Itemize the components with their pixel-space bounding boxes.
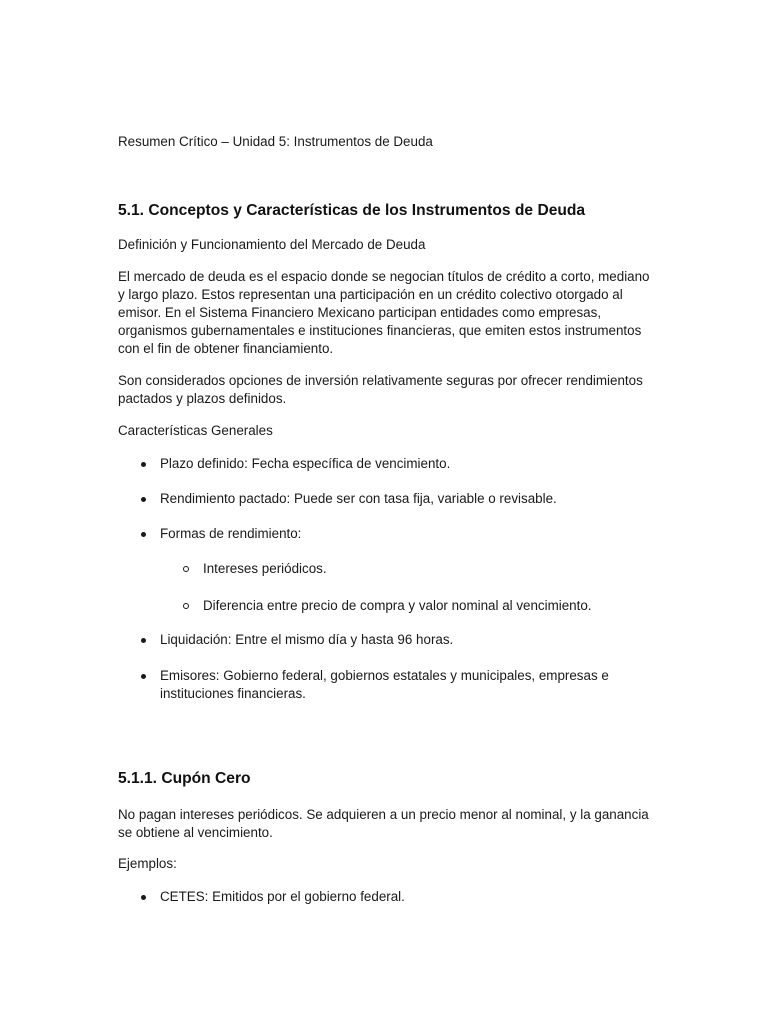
list-item: Emisores: Gobierno federal, gobiernos estatales y municipales, empresas e instituciones financieras.: [160, 667, 640, 703]
section-heading-5-1-1: 5.1.1. Cupón Cero: [118, 770, 251, 787]
list-item: CETES: Emitidos por el gobierno federal.: [160, 888, 640, 906]
list-item: Rendimiento pactado: Puede ser con tasa fija, variable o revisable.: [160, 490, 640, 508]
section-subheading: Definición y Funcionamiento del Mercado de Deuda: [118, 237, 426, 252]
sub-list-item: Intereses periódicos.: [203, 560, 643, 578]
examples-label: Ejemplos:: [118, 856, 177, 871]
list-item: Plazo definido: Fecha específica de vencimiento.: [160, 455, 640, 473]
sub-list-item: Diferencia entre precio de compra y valor nominal al vencimiento.: [203, 597, 643, 615]
document-title: Resumen Crítico – Unidad 5: Instrumentos de Deuda: [118, 134, 433, 149]
paragraph-mercado-deuda: El mercado de deuda es el espacio donde se negocian títulos de crédito a corto, mediano y largo plazo. Estos representan una participación en un crédito colectivo otorgado al emisor. En el Sistema Financiero Mexicano participan entidades como empresas, organismos gubernamentales e instituciones financieras, que emiten estos instrumentos con el fin de obtener financiamiento.: [118, 269, 650, 356]
section-heading-5-1: 5.1. Conceptos y Características de los Instrumentos de Deuda: [118, 202, 586, 219]
list-item: Liquidación: Entre el mismo día y hasta 96 horas.: [160, 631, 640, 649]
characteristics-label: Características Generales: [118, 423, 273, 438]
list-item: Formas de rendimiento:: [160, 525, 640, 543]
paragraph-cupon-cero: No pagan intereses periódicos. Se adquieren a un precio menor al nominal, y la ganancia se obtiene al vencimiento.: [118, 807, 649, 840]
paragraph-inversion-segura: Son considerados opciones de inversión relativamente seguras por ofrecer rendimientos pactados y plazos definidos.: [118, 373, 643, 406]
